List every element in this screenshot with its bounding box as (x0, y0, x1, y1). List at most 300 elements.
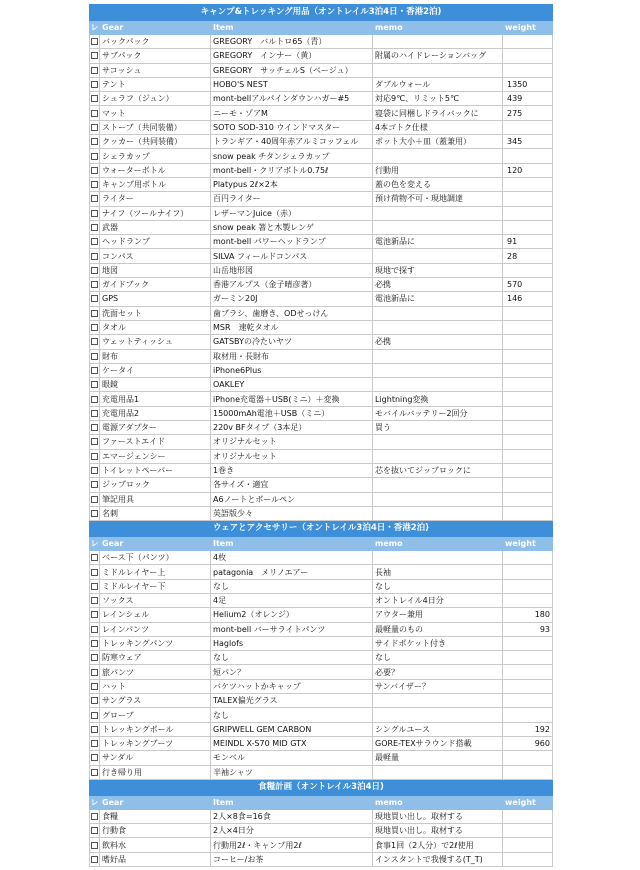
item-cell: レザーマンJuice（赤） (211, 206, 373, 220)
table-row (90, 593, 553, 607)
check-cell[interactable] (90, 608, 100, 622)
table-row (90, 551, 553, 565)
item-cell: なし (211, 651, 373, 665)
item-cell: GREGORY サッチェルS（ベージュ） (211, 63, 373, 77)
checkbox[interactable] (91, 324, 98, 331)
header-weight: weight (503, 537, 553, 551)
item-cell: 1巻き (211, 463, 373, 477)
check-cell[interactable] (90, 363, 100, 377)
memo-cell: サイドポケット付き (373, 636, 503, 650)
checkbox[interactable] (91, 81, 98, 88)
header-weight: weight (503, 795, 553, 809)
check-cell[interactable] (90, 378, 100, 392)
table-row (90, 335, 553, 349)
memo-cell: 4本ゴトク仕様 (373, 120, 503, 134)
memo-cell: シングルユース (373, 722, 503, 736)
item-cell: mont-bell パワーヘッドランプ (211, 235, 373, 249)
header-check: レ (90, 795, 100, 809)
memo-cell: 寝袋に同梱しドライバックに (373, 106, 503, 120)
weight-cell (503, 694, 553, 708)
check-cell[interactable] (90, 565, 100, 579)
weight-cell (503, 565, 553, 579)
checkbox[interactable] (91, 281, 98, 288)
item-cell: 山岳地形図 (211, 263, 373, 277)
checkbox[interactable] (91, 827, 98, 834)
check-cell[interactable] (90, 421, 100, 435)
table-row (90, 363, 553, 377)
check-cell[interactable] (90, 163, 100, 177)
checkbox[interactable] (91, 856, 98, 863)
gear-cell: トレッキングポール (100, 722, 211, 736)
check-cell[interactable] (90, 392, 100, 406)
memo-cell (373, 363, 503, 377)
weight-cell (503, 35, 553, 49)
memo-cell: 必携 (373, 335, 503, 349)
checkbox[interactable] (91, 138, 98, 145)
table-row (90, 708, 553, 722)
gear-cell: ケータイ (100, 363, 211, 377)
header-memo: memo (373, 537, 503, 551)
checkbox[interactable] (91, 396, 98, 403)
gear-cell: ファーストエイド (100, 435, 211, 449)
table-row (90, 608, 553, 622)
check-cell[interactable] (90, 694, 100, 708)
memo-cell: 対応9℃、リミット5℃ (373, 92, 503, 106)
check-cell[interactable] (90, 751, 100, 765)
gear-cell: 地図 (100, 263, 211, 277)
check-cell[interactable] (90, 235, 100, 249)
check-cell[interactable] (90, 765, 100, 779)
gear-cell: ヘッドランプ (100, 235, 211, 249)
checkbox[interactable] (91, 554, 98, 561)
checkbox[interactable] (91, 726, 98, 733)
memo-cell: モバイルバッテリー2回分 (373, 406, 503, 420)
check-cell[interactable] (90, 77, 100, 91)
item-cell: GRIPWELL GEM CARBON (211, 722, 373, 736)
check-cell[interactable] (90, 320, 100, 334)
table-row (90, 320, 553, 334)
check-cell[interactable] (90, 809, 100, 823)
check-cell[interactable] (90, 406, 100, 420)
gear-cell: サンダル (100, 751, 211, 765)
memo-cell: 電池新品に (373, 292, 503, 306)
memo-cell: 必携 (373, 278, 503, 292)
weight-cell (503, 551, 553, 565)
check-cell[interactable] (90, 579, 100, 593)
gear-cell: サコッシュ (100, 63, 211, 77)
memo-cell: 現地で探す (373, 263, 503, 277)
check-cell[interactable] (90, 120, 100, 134)
memo-cell: 芯を抜いてジップロックに (373, 463, 503, 477)
item-cell: 220v BFタイプ（3本足） (211, 421, 373, 435)
memo-cell (373, 551, 503, 565)
item-cell: 15000mAh電池＋USB（ミニ） (211, 406, 373, 420)
table-row (90, 651, 553, 665)
gear-cell: クッカー（共同装備） (100, 135, 211, 149)
packing-list-table (89, 4, 553, 867)
item-cell: なし (211, 708, 373, 722)
checkbox[interactable] (91, 683, 98, 690)
check-cell[interactable] (90, 708, 100, 722)
item-cell: なし (211, 579, 373, 593)
weight-cell (503, 206, 553, 220)
gear-cell: GPS (100, 292, 211, 306)
check-cell[interactable] (90, 263, 100, 277)
weight-cell (503, 765, 553, 779)
packing-list-sheet (89, 4, 552, 867)
checkbox[interactable] (91, 697, 98, 704)
weight-cell: 28 (503, 249, 553, 263)
item-cell: コーヒー/お茶 (211, 852, 373, 866)
check-cell[interactable] (90, 636, 100, 650)
memo-cell: GORE-TEXサラウンド搭載 (373, 736, 503, 750)
weight-cell (503, 306, 553, 320)
item-cell: A6ノートとボールペン (211, 492, 373, 506)
table-row (90, 263, 553, 277)
checkbox[interactable] (91, 611, 98, 618)
check-cell[interactable] (90, 349, 100, 363)
gear-cell: シェラカップ (100, 149, 211, 163)
gear-cell: 飲料水 (100, 838, 211, 852)
header-memo: memo (373, 795, 503, 809)
check-cell[interactable] (90, 106, 100, 120)
table-row (90, 506, 553, 520)
item-cell: Platypus 2ℓ×2本 (211, 177, 373, 191)
checkbox[interactable] (91, 626, 98, 633)
header-gear: Gear (100, 795, 211, 809)
weight-cell (503, 478, 553, 492)
gear-cell: ミドルレイヤー下 (100, 579, 211, 593)
check-cell[interactable] (90, 278, 100, 292)
checkbox[interactable] (91, 769, 98, 776)
weight-cell (503, 751, 553, 765)
item-cell: TALEX偏光グラス (211, 694, 373, 708)
table-row (90, 492, 553, 506)
memo-cell: アウター兼用 (373, 608, 503, 622)
gear-cell: 旅パンツ (100, 665, 211, 679)
memo-cell: 蓋の色を変える (373, 177, 503, 191)
gear-cell: バックパック (100, 35, 211, 49)
memo-cell: なし (373, 579, 503, 593)
item-cell: モンベル (211, 751, 373, 765)
table-row (90, 824, 553, 838)
checkbox[interactable] (91, 424, 98, 431)
header-gear: Gear (100, 21, 211, 35)
checkbox[interactable] (91, 267, 98, 274)
table-row (90, 63, 553, 77)
memo-cell: 現地買い出し。取材する (373, 824, 503, 838)
table-row (90, 149, 553, 163)
checkbox[interactable] (91, 410, 98, 417)
checkbox[interactable] (91, 110, 98, 117)
item-cell: GREGORY バルトロ65（青） (211, 35, 373, 49)
item-cell: ニーモ・ゾアM (211, 106, 373, 120)
checkbox[interactable] (91, 67, 98, 74)
header-check: レ (90, 21, 100, 35)
checkbox[interactable] (91, 496, 98, 503)
check-cell[interactable] (90, 292, 100, 306)
table-row (90, 35, 553, 49)
weight-cell (503, 63, 553, 77)
header-memo: memo (373, 21, 503, 35)
checkbox[interactable] (91, 640, 98, 647)
checkbox[interactable] (91, 438, 98, 445)
gear-cell: グローブ (100, 708, 211, 722)
weight-cell (503, 177, 553, 191)
item-cell: GATSBYの冷たいヤツ (211, 335, 373, 349)
checkbox[interactable] (91, 481, 98, 488)
check-cell[interactable] (90, 665, 100, 679)
memo-cell (373, 708, 503, 722)
section-title: 食糧計画（オントレイル3泊4日) (90, 779, 553, 795)
weight-cell: 275 (503, 106, 553, 120)
table-row (90, 235, 553, 249)
weight-cell (503, 120, 553, 134)
header-gear: Gear (100, 537, 211, 551)
memo-cell (373, 349, 503, 363)
item-cell: iPhone充電器＋USB(ミニ）＋変換 (211, 392, 373, 406)
item-cell: トランギア・40周年赤アルミコッフェル (211, 135, 373, 149)
check-cell[interactable] (90, 478, 100, 492)
weight-cell: 192 (503, 722, 553, 736)
check-cell[interactable] (90, 306, 100, 320)
gear-cell: 筆記用具 (100, 492, 211, 506)
table-row (90, 838, 553, 852)
weight-cell: 439 (503, 92, 553, 106)
weight-cell (503, 665, 553, 679)
gear-cell: コンパス (100, 249, 211, 263)
table-row (90, 106, 553, 120)
item-cell: 百円ライター (211, 192, 373, 206)
memo-cell (373, 449, 503, 463)
section-title-row (90, 521, 553, 537)
checkbox[interactable] (91, 453, 98, 460)
check-cell[interactable] (90, 838, 100, 852)
checkbox[interactable] (91, 95, 98, 102)
weight-cell: 345 (503, 135, 553, 149)
checkbox[interactable] (91, 310, 98, 317)
checkbox[interactable] (91, 38, 98, 45)
checkbox[interactable] (91, 295, 98, 302)
gear-cell: ライター (100, 192, 211, 206)
table-row (90, 694, 553, 708)
checkbox[interactable] (91, 124, 98, 131)
checkbox[interactable] (91, 754, 98, 761)
gear-cell: 名刺 (100, 506, 211, 520)
checkbox[interactable] (91, 181, 98, 188)
check-cell[interactable] (90, 449, 100, 463)
gear-cell: 食糧 (100, 809, 211, 823)
weight-cell (503, 349, 553, 363)
weight-cell (503, 824, 553, 838)
gear-cell: ウォーターボトル (100, 163, 211, 177)
check-cell[interactable] (90, 35, 100, 49)
memo-cell: 買う (373, 421, 503, 435)
gear-cell: 行動食 (100, 824, 211, 838)
checkbox[interactable] (91, 654, 98, 661)
check-cell[interactable] (90, 551, 100, 565)
check-cell[interactable] (90, 92, 100, 106)
gear-cell: ベース下（パンツ） (100, 551, 211, 565)
check-cell[interactable] (90, 736, 100, 750)
item-cell: mont-bell・クリアボトル0.75ℓ (211, 163, 373, 177)
gear-cell: キャンプ用ボトル (100, 177, 211, 191)
memo-cell: 附属のハイドレーションバッグ (373, 49, 503, 63)
weight-cell: 93 (503, 622, 553, 636)
weight-cell (503, 435, 553, 449)
gear-cell: タオル (100, 320, 211, 334)
check-cell[interactable] (90, 192, 100, 206)
table-row (90, 579, 553, 593)
table-row (90, 406, 553, 420)
gear-cell: 武器 (100, 220, 211, 234)
checkbox[interactable] (91, 510, 98, 517)
checkbox[interactable] (91, 583, 98, 590)
gear-cell: サブパック (100, 49, 211, 63)
check-cell[interactable] (90, 249, 100, 263)
checkbox[interactable] (91, 167, 98, 174)
table-row (90, 135, 553, 149)
check-cell[interactable] (90, 220, 100, 234)
check-cell[interactable] (90, 506, 100, 520)
item-cell: SILVA フィールドコンパス (211, 249, 373, 263)
checkbox[interactable] (91, 367, 98, 374)
check-cell[interactable] (90, 149, 100, 163)
memo-cell: ポット大小＋皿（蓋兼用） (373, 135, 503, 149)
column-header-row (90, 795, 553, 809)
item-cell: 4足 (211, 593, 373, 607)
checkbox[interactable] (91, 210, 98, 217)
header-weight: weight (503, 21, 553, 35)
header-item: Item (211, 537, 373, 551)
check-cell[interactable] (90, 135, 100, 149)
item-cell: 英語版少々 (211, 506, 373, 520)
item-cell: snow peak チタンシェラカップ (211, 149, 373, 163)
check-cell[interactable] (90, 63, 100, 77)
table-row (90, 665, 553, 679)
checkbox[interactable] (91, 52, 98, 59)
table-row (90, 565, 553, 579)
weight-cell (503, 579, 553, 593)
checkbox[interactable] (91, 353, 98, 360)
checkbox[interactable] (91, 338, 98, 345)
check-cell[interactable] (90, 177, 100, 191)
weight-cell (503, 149, 553, 163)
item-cell: Helium2（オレンジ） (211, 608, 373, 622)
checkbox[interactable] (91, 381, 98, 388)
check-cell[interactable] (90, 824, 100, 838)
weight-cell: 180 (503, 608, 553, 622)
weight-cell: 570 (503, 278, 553, 292)
memo-cell: オントレイル4日分 (373, 593, 503, 607)
memo-cell (373, 320, 503, 334)
weight-cell (503, 708, 553, 722)
memo-cell: なし (373, 651, 503, 665)
gear-cell: 嗜好品 (100, 852, 211, 866)
weight-cell (503, 593, 553, 607)
item-cell: OAKLEY (211, 378, 373, 392)
memo-cell (373, 249, 503, 263)
checkbox[interactable] (91, 842, 98, 849)
memo-cell (373, 378, 503, 392)
gear-cell: 電源アダプター (100, 421, 211, 435)
check-cell[interactable] (90, 492, 100, 506)
weight-cell (503, 192, 553, 206)
column-header-row (90, 21, 553, 35)
check-cell[interactable] (90, 206, 100, 220)
check-cell[interactable] (90, 335, 100, 349)
gear-cell: 行き帰り用 (100, 765, 211, 779)
gear-cell: 洗面セット (100, 306, 211, 320)
check-cell[interactable] (90, 435, 100, 449)
memo-cell (373, 435, 503, 449)
checkbox[interactable] (91, 740, 98, 747)
checkbox[interactable] (91, 238, 98, 245)
gear-cell: ミドルレイヤー上 (100, 565, 211, 579)
gear-cell: サングラス (100, 694, 211, 708)
checkbox[interactable] (91, 224, 98, 231)
item-cell: mont-bell バーサライトパンツ (211, 622, 373, 636)
checkbox[interactable] (91, 153, 98, 160)
table-row (90, 736, 553, 750)
checkbox[interactable] (91, 569, 98, 576)
memo-cell (373, 694, 503, 708)
table-row (90, 809, 553, 823)
checkbox[interactable] (91, 712, 98, 719)
table-row (90, 292, 553, 306)
gear-cell: トレッキングブーツ (100, 736, 211, 750)
checkbox[interactable] (91, 253, 98, 260)
table-row (90, 92, 553, 106)
checkbox[interactable] (91, 467, 98, 474)
gear-cell: ソックス (100, 593, 211, 607)
table-row (90, 751, 553, 765)
gear-cell: トレッキングパンツ (100, 636, 211, 650)
gear-cell: エマージェンシー (100, 449, 211, 463)
table-row (90, 220, 553, 234)
checkbox[interactable] (91, 813, 98, 820)
check-cell[interactable] (90, 852, 100, 866)
check-cell[interactable] (90, 622, 100, 636)
item-cell: mont-bellアルパインダウンハガー#5 (211, 92, 373, 106)
memo-cell (373, 506, 503, 520)
item-cell: HOBO'S NEST (211, 77, 373, 91)
table-row (90, 478, 553, 492)
memo-cell: インスタントで我慢する(T_T) (373, 852, 503, 866)
gear-cell: レインシェル (100, 608, 211, 622)
weight-cell: 960 (503, 736, 553, 750)
check-cell[interactable] (90, 679, 100, 693)
memo-cell (373, 478, 503, 492)
memo-cell: 電池新品に (373, 235, 503, 249)
check-cell[interactable] (90, 463, 100, 477)
check-cell[interactable] (90, 651, 100, 665)
memo-cell (373, 765, 503, 779)
check-cell[interactable] (90, 49, 100, 63)
check-cell[interactable] (90, 722, 100, 736)
item-cell: 短パン？ (211, 665, 373, 679)
header-check: レ (90, 537, 100, 551)
checkbox[interactable] (91, 669, 98, 676)
checkbox[interactable] (91, 597, 98, 604)
memo-cell (373, 306, 503, 320)
weight-cell (503, 449, 553, 463)
item-cell: 4枚 (211, 551, 373, 565)
check-cell[interactable] (90, 593, 100, 607)
checkbox[interactable] (91, 195, 98, 202)
item-cell: オリジナルセット (211, 435, 373, 449)
item-cell: SOTO SOD-310 ウインドマスター (211, 120, 373, 134)
